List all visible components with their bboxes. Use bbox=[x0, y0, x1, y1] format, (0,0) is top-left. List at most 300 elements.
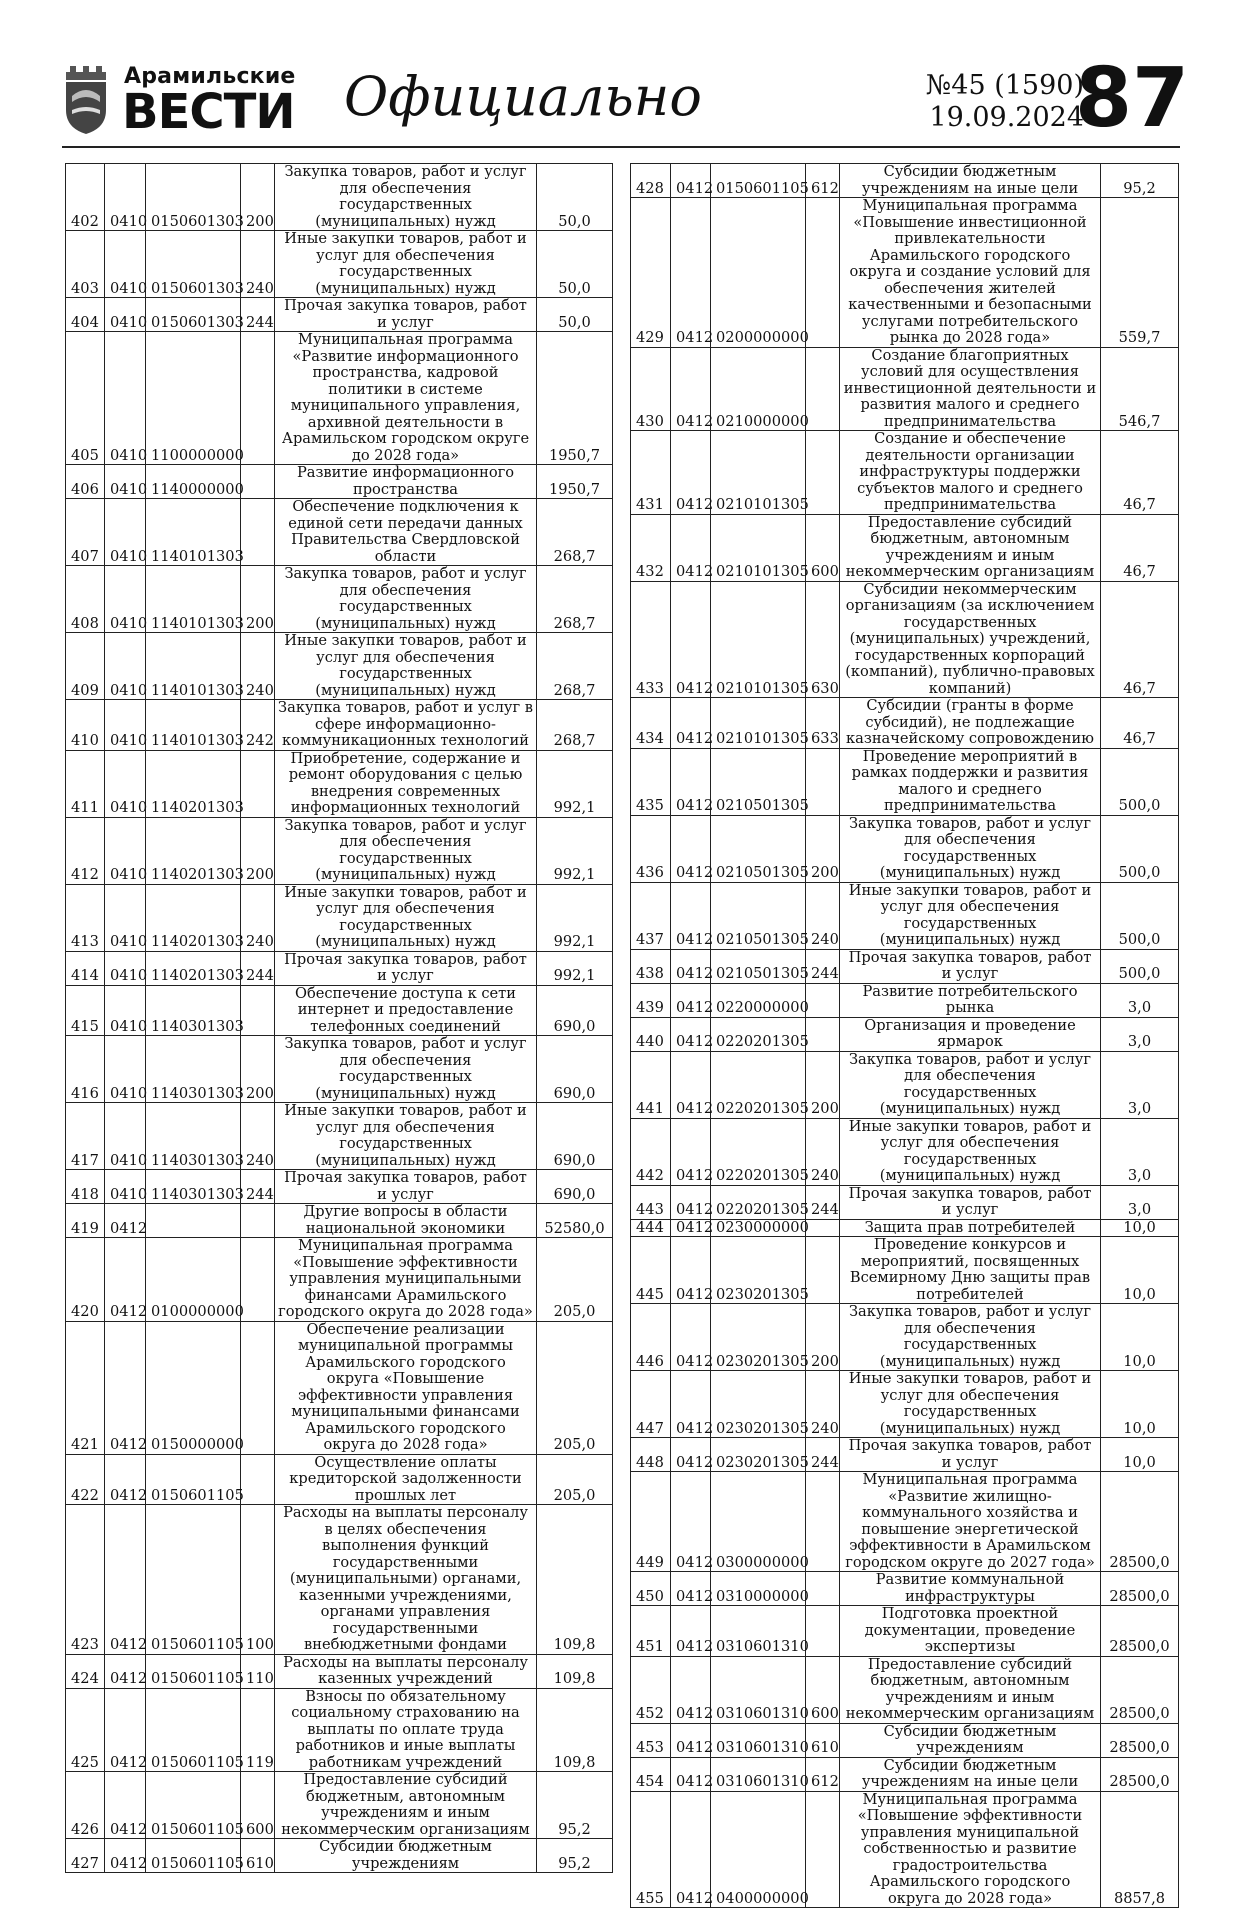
expense-type-code: 200 bbox=[241, 566, 275, 633]
section-code: 0412 bbox=[671, 1118, 711, 1185]
target-article-code: 0210501305 bbox=[711, 748, 806, 815]
table-row bbox=[66, 1688, 613, 1772]
section-code: 0412 bbox=[671, 1791, 711, 1908]
table-row bbox=[631, 815, 1179, 882]
row-description: Иные закупки товаров, работ и услуг для обеспечения государственных (муниципальных) нужд bbox=[275, 231, 537, 298]
row-description: Субсидии (гранты в форме субсидий), не подлежащие казначейскому сопровождению bbox=[840, 698, 1101, 749]
expense-type-code bbox=[241, 750, 275, 817]
row-amount: 205,0 bbox=[537, 1238, 613, 1322]
target-article-code: 0210501305 bbox=[711, 815, 806, 882]
target-article-code: 1140201303 bbox=[146, 750, 241, 817]
section-code: 0412 bbox=[671, 1051, 711, 1118]
header-rule bbox=[62, 146, 1180, 148]
target-article-code: 0150601303 bbox=[146, 164, 241, 231]
section-code: 0412 bbox=[671, 1606, 711, 1657]
section-code: 0412 bbox=[671, 1237, 711, 1304]
table-row bbox=[631, 198, 1179, 348]
table-row bbox=[66, 1654, 613, 1688]
row-amount: 3,0 bbox=[1101, 983, 1179, 1017]
row-description: Иные закупки товаров, работ и услуг для обеспечения государственных (муниципальных) нужд bbox=[840, 1118, 1101, 1185]
row-description: Расходы на выплаты персоналу казенных учреждений bbox=[275, 1654, 537, 1688]
table-row bbox=[66, 1454, 613, 1505]
row-amount: 992,1 bbox=[537, 884, 613, 951]
expense-type-code: 612 bbox=[806, 1757, 840, 1791]
row-description: Предоставление субсидий бюджетным, автономным учреждениям и иным некоммерческим организациям bbox=[840, 1656, 1101, 1723]
row-amount: 205,0 bbox=[537, 1454, 613, 1505]
row-number: 402 bbox=[66, 164, 105, 231]
table-row bbox=[66, 566, 613, 633]
row-number: 432 bbox=[631, 514, 671, 581]
target-article-code: 0150601105 bbox=[146, 1654, 241, 1688]
table-row bbox=[66, 1036, 613, 1103]
table-row bbox=[631, 431, 1179, 515]
expense-type-code: 240 bbox=[806, 1371, 840, 1438]
section-code: 0410 bbox=[105, 231, 146, 298]
row-number: 406 bbox=[66, 465, 105, 499]
section-code: 0412 bbox=[671, 1757, 711, 1791]
section-code: 0412 bbox=[671, 815, 711, 882]
target-article-code: 0310601310 bbox=[711, 1606, 806, 1657]
section-code: 0412 bbox=[671, 164, 711, 198]
row-description: Подготовка проектной документации, проведение экспертизы bbox=[840, 1606, 1101, 1657]
table-row bbox=[631, 983, 1179, 1017]
section-code: 0410 bbox=[105, 1170, 146, 1204]
row-amount: 28500,0 bbox=[1101, 1472, 1179, 1572]
target-article-code: 1140101303 bbox=[146, 566, 241, 633]
row-number: 412 bbox=[66, 817, 105, 884]
row-number: 444 bbox=[631, 1219, 671, 1237]
row-number: 421 bbox=[66, 1321, 105, 1454]
coat-of-arms-icon bbox=[62, 66, 110, 136]
target-article-code: 0310601310 bbox=[711, 1723, 806, 1757]
expense-type-code bbox=[806, 347, 840, 431]
table-row bbox=[66, 884, 613, 951]
table-row bbox=[631, 1185, 1179, 1219]
section-code: 0410 bbox=[105, 298, 146, 332]
row-amount: 205,0 bbox=[537, 1321, 613, 1454]
section-code: 0412 bbox=[105, 1204, 146, 1238]
expense-type-code: 633 bbox=[806, 698, 840, 749]
target-article-code: 0200000000 bbox=[711, 198, 806, 348]
row-number: 410 bbox=[66, 700, 105, 751]
expense-type-code: 200 bbox=[806, 1304, 840, 1371]
row-description: Прочая закупка товаров, работ и услуг bbox=[275, 298, 537, 332]
section-code: 0412 bbox=[671, 1219, 711, 1237]
row-number: 419 bbox=[66, 1204, 105, 1238]
budget-table-left bbox=[65, 163, 613, 1873]
table-row bbox=[66, 1204, 613, 1238]
row-amount: 50,0 bbox=[537, 298, 613, 332]
section-code: 0410 bbox=[105, 1036, 146, 1103]
row-description: Иные закупки товаров, работ и услуг для обеспечения государственных (муниципальных) нужд bbox=[275, 1103, 537, 1170]
row-number: 405 bbox=[66, 332, 105, 465]
row-number: 418 bbox=[66, 1170, 105, 1204]
row-number: 416 bbox=[66, 1036, 105, 1103]
table-row bbox=[631, 949, 1179, 983]
row-amount: 95,2 bbox=[1101, 164, 1179, 198]
row-number: 449 bbox=[631, 1472, 671, 1572]
page-number: 87 bbox=[1075, 51, 1190, 146]
target-article-code: 0310601310 bbox=[711, 1656, 806, 1723]
section-code: 0412 bbox=[671, 514, 711, 581]
expense-type-code: 200 bbox=[806, 815, 840, 882]
target-article-code: 1140301303 bbox=[146, 985, 241, 1036]
target-article-code: 0150601105 bbox=[146, 1505, 241, 1655]
table-row bbox=[631, 164, 1179, 198]
row-description: Муниципальная программа «Развитие информационного пространства, кадровой политики в системе муниципального управления, архивной деятельности в Арамильском городском округе до 2028 года» bbox=[275, 332, 537, 465]
row-description: Иные закупки товаров, работ и услуг для обеспечения государственных (муниципальных) нужд bbox=[840, 882, 1101, 949]
row-description: Иные закупки товаров, работ и услуг для обеспечения государственных (муниципальных) нужд bbox=[840, 1371, 1101, 1438]
table-row bbox=[66, 817, 613, 884]
target-article-code: 0150601105 bbox=[146, 1454, 241, 1505]
issue-number: №45 (1590) bbox=[925, 70, 1084, 101]
section-code: 0412 bbox=[105, 1772, 146, 1839]
logo-text-small: Арамильские bbox=[124, 64, 296, 89]
section-code: 0410 bbox=[105, 633, 146, 700]
expense-type-code: 200 bbox=[806, 1051, 840, 1118]
row-number: 452 bbox=[631, 1656, 671, 1723]
target-article-code: 0150000000 bbox=[146, 1321, 241, 1454]
row-number: 438 bbox=[631, 949, 671, 983]
table-row bbox=[631, 581, 1179, 698]
target-article-code: 0230201305 bbox=[711, 1237, 806, 1304]
row-number: 403 bbox=[66, 231, 105, 298]
row-amount: 690,0 bbox=[537, 1103, 613, 1170]
table-row bbox=[631, 1438, 1179, 1472]
row-description: Субсидии бюджетным учреждениям bbox=[275, 1839, 537, 1873]
row-amount: 268,7 bbox=[537, 566, 613, 633]
table-row bbox=[631, 1656, 1179, 1723]
row-description: Прочая закупка товаров, работ и услуг bbox=[275, 951, 537, 985]
table-row bbox=[66, 1321, 613, 1454]
row-amount: 500,0 bbox=[1101, 949, 1179, 983]
row-amount: 10,0 bbox=[1101, 1237, 1179, 1304]
table-row bbox=[66, 231, 613, 298]
row-number: 445 bbox=[631, 1237, 671, 1304]
section-code: 0412 bbox=[671, 748, 711, 815]
row-number: 420 bbox=[66, 1238, 105, 1322]
section-code: 0412 bbox=[671, 347, 711, 431]
expense-type-code: 240 bbox=[241, 633, 275, 700]
row-amount: 95,2 bbox=[537, 1839, 613, 1873]
row-amount: 690,0 bbox=[537, 1036, 613, 1103]
row-number: 414 bbox=[66, 951, 105, 985]
section-code: 0412 bbox=[671, 1723, 711, 1757]
row-description: Прочая закупка товаров, работ и услуг bbox=[275, 1170, 537, 1204]
table-row bbox=[66, 1170, 613, 1204]
expense-type-code: 110 bbox=[241, 1654, 275, 1688]
target-article-code: 1140301303 bbox=[146, 1103, 241, 1170]
section-code: 0412 bbox=[105, 1238, 146, 1322]
row-description: Проведение мероприятий в рамках поддержки и развития малого и среднего предпринимательства bbox=[840, 748, 1101, 815]
page-header bbox=[62, 51, 1190, 146]
row-amount: 28500,0 bbox=[1101, 1572, 1179, 1606]
expense-type-code bbox=[241, 985, 275, 1036]
row-number: 423 bbox=[66, 1505, 105, 1655]
section-code: 0412 bbox=[105, 1505, 146, 1655]
row-number: 431 bbox=[631, 431, 671, 515]
section-code: 0412 bbox=[105, 1839, 146, 1873]
table-row bbox=[66, 1839, 613, 1873]
expense-type-code bbox=[806, 1572, 840, 1606]
section-code: 0412 bbox=[105, 1454, 146, 1505]
row-number: 439 bbox=[631, 983, 671, 1017]
expense-type-code bbox=[806, 1219, 840, 1237]
row-number: 442 bbox=[631, 1118, 671, 1185]
table-row bbox=[66, 1238, 613, 1322]
row-description: Обеспечение доступа к сети интернет и предоставление телефонных соединений bbox=[275, 985, 537, 1036]
row-number: 422 bbox=[66, 1454, 105, 1505]
table-row bbox=[66, 985, 613, 1036]
row-number: 417 bbox=[66, 1103, 105, 1170]
row-amount: 46,7 bbox=[1101, 514, 1179, 581]
row-description: Организация и проведение ярмарок bbox=[840, 1017, 1101, 1051]
expense-type-code bbox=[241, 1454, 275, 1505]
expense-type-code bbox=[806, 1606, 840, 1657]
expense-type-code: 244 bbox=[241, 298, 275, 332]
expense-type-code: 242 bbox=[241, 700, 275, 751]
row-amount: 50,0 bbox=[537, 231, 613, 298]
row-description: Закупка товаров, работ и услуг для обеспечения государственных (муниципальных) нужд bbox=[840, 1304, 1101, 1371]
section-code: 0412 bbox=[671, 1304, 711, 1371]
row-number: 424 bbox=[66, 1654, 105, 1688]
expense-type-code: 630 bbox=[806, 581, 840, 698]
expense-type-code bbox=[806, 1237, 840, 1304]
row-number: 447 bbox=[631, 1371, 671, 1438]
row-description: Создание благоприятных условий для осуществления инвестиционной деятельности и развития малого и среднего предпринимательства bbox=[840, 347, 1101, 431]
section-code: 0412 bbox=[671, 431, 711, 515]
section-code: 0412 bbox=[105, 1321, 146, 1454]
row-amount: 109,8 bbox=[537, 1505, 613, 1655]
expense-type-code bbox=[806, 1791, 840, 1908]
target-article-code: 1140201303 bbox=[146, 951, 241, 985]
target-article-code: 0150601303 bbox=[146, 298, 241, 332]
row-number: 426 bbox=[66, 1772, 105, 1839]
row-description: Создание и обеспечение деятельности организации инфраструктуры поддержки субъектов малого и среднего предпринимательства bbox=[840, 431, 1101, 515]
row-description: Муниципальная программа «Повышение эффективности управления муниципальными финансами Арамильского городского округа до 2028 года» bbox=[275, 1238, 537, 1322]
row-number: 443 bbox=[631, 1185, 671, 1219]
table-row bbox=[631, 1118, 1179, 1185]
row-number: 454 bbox=[631, 1757, 671, 1791]
row-amount: 46,7 bbox=[1101, 698, 1179, 749]
expense-type-code bbox=[241, 332, 275, 465]
row-amount: 10,0 bbox=[1101, 1219, 1179, 1237]
section-code: 0412 bbox=[671, 882, 711, 949]
row-number: 448 bbox=[631, 1438, 671, 1472]
table-row bbox=[631, 698, 1179, 749]
target-article-code: 0230201305 bbox=[711, 1304, 806, 1371]
table-row bbox=[631, 748, 1179, 815]
target-article-code: 0150601303 bbox=[146, 231, 241, 298]
issue-info bbox=[868, 70, 1084, 134]
row-description: Прочая закупка товаров, работ и услуг bbox=[840, 1438, 1101, 1472]
row-amount: 1950,7 bbox=[537, 332, 613, 465]
row-amount: 268,7 bbox=[537, 633, 613, 700]
expense-type-code: 244 bbox=[241, 951, 275, 985]
row-amount: 992,1 bbox=[537, 817, 613, 884]
target-article-code: 0150601105 bbox=[146, 1772, 241, 1839]
row-amount: 50,0 bbox=[537, 164, 613, 231]
row-amount: 268,7 bbox=[537, 499, 613, 566]
row-description: Расходы на выплаты персоналу в целях обеспечения выполнения функций государственными (муниципальными) органами, казенными учреждениями, органами управления государственными внебюджетными фондами bbox=[275, 1505, 537, 1655]
section-code: 0412 bbox=[671, 1185, 711, 1219]
target-article-code: 0150601105 bbox=[711, 164, 806, 198]
row-description: Приобретение, содержание и ремонт оборудования с целью внедрения современных информационных технологий bbox=[275, 750, 537, 817]
table-row bbox=[631, 1051, 1179, 1118]
row-number: 435 bbox=[631, 748, 671, 815]
row-description: Осуществление оплаты кредиторской задолженности прошлых лет bbox=[275, 1454, 537, 1505]
table-row bbox=[631, 1606, 1179, 1657]
target-article-code: 0220201305 bbox=[711, 1185, 806, 1219]
row-description: Муниципальная программа «Повышение инвестиционной привлекательности Арамильского городского округа и создание условий для обеспечения жителей качественными и безопасными услугами потребительского рынка до 2028 года» bbox=[840, 198, 1101, 348]
expense-type-code bbox=[241, 465, 275, 499]
target-article-code: 0210501305 bbox=[711, 882, 806, 949]
section-code: 0412 bbox=[671, 1438, 711, 1472]
section-code: 0410 bbox=[105, 985, 146, 1036]
target-article-code: 0310000000 bbox=[711, 1572, 806, 1606]
row-number: 415 bbox=[66, 985, 105, 1036]
row-number: 409 bbox=[66, 633, 105, 700]
section-code: 0410 bbox=[105, 951, 146, 985]
target-article-code: 0150601105 bbox=[146, 1688, 241, 1772]
row-amount: 500,0 bbox=[1101, 882, 1179, 949]
section-code: 0410 bbox=[105, 884, 146, 951]
row-description: Субсидии бюджетным учреждениям на иные цели bbox=[840, 1757, 1101, 1791]
target-article-code: 0300000000 bbox=[711, 1472, 806, 1572]
section-code: 0412 bbox=[671, 1472, 711, 1572]
expense-type-code: 200 bbox=[241, 1036, 275, 1103]
row-number: 446 bbox=[631, 1304, 671, 1371]
row-number: 407 bbox=[66, 499, 105, 566]
row-amount: 1950,7 bbox=[537, 465, 613, 499]
section-code: 0412 bbox=[671, 949, 711, 983]
row-description: Закупка товаров, работ и услуг для обеспечения государственных (муниципальных) нужд bbox=[840, 1051, 1101, 1118]
expense-type-code: 244 bbox=[806, 1185, 840, 1219]
section-code: 0412 bbox=[671, 698, 711, 749]
row-number: 440 bbox=[631, 1017, 671, 1051]
expense-type-code: 240 bbox=[241, 231, 275, 298]
expense-type-code: 244 bbox=[241, 1170, 275, 1204]
row-description: Субсидии бюджетным учреждениям на иные цели bbox=[840, 164, 1101, 198]
expense-type-code bbox=[806, 983, 840, 1017]
table-row bbox=[631, 1572, 1179, 1606]
row-number: 450 bbox=[631, 1572, 671, 1606]
table-row bbox=[66, 465, 613, 499]
table-row bbox=[66, 164, 613, 231]
row-number: 411 bbox=[66, 750, 105, 817]
section-code: 0412 bbox=[671, 581, 711, 698]
expense-type-code: 119 bbox=[241, 1688, 275, 1772]
row-description: Другие вопросы в области национальной экономики bbox=[275, 1204, 537, 1238]
target-article-code: 1140301303 bbox=[146, 1170, 241, 1204]
table-row bbox=[631, 1472, 1179, 1572]
expense-type-code: 244 bbox=[806, 949, 840, 983]
target-article-code: 0230201305 bbox=[711, 1371, 806, 1438]
expense-type-code: 610 bbox=[241, 1839, 275, 1873]
expense-type-code: 100 bbox=[241, 1505, 275, 1655]
row-description: Закупка товаров, работ и услуг для обеспечения государственных (муниципальных) нужд bbox=[840, 815, 1101, 882]
row-number: 441 bbox=[631, 1051, 671, 1118]
section-code: 0412 bbox=[671, 1371, 711, 1438]
expense-type-code: 600 bbox=[806, 1656, 840, 1723]
table-row bbox=[631, 1017, 1179, 1051]
target-article-code: 1140000000 bbox=[146, 465, 241, 499]
table-row bbox=[631, 1219, 1179, 1237]
target-article-code: 0210101305 bbox=[711, 431, 806, 515]
section-code: 0410 bbox=[105, 499, 146, 566]
row-amount: 8857,8 bbox=[1101, 1791, 1179, 1908]
row-amount: 3,0 bbox=[1101, 1017, 1179, 1051]
row-number: 434 bbox=[631, 698, 671, 749]
row-description: Развитие потребительского рынка bbox=[840, 983, 1101, 1017]
target-article-code: 1140101303 bbox=[146, 633, 241, 700]
expense-type-code: 600 bbox=[241, 1772, 275, 1839]
expense-type-code: 600 bbox=[806, 514, 840, 581]
row-amount: 690,0 bbox=[537, 1170, 613, 1204]
target-article-code: 0220201305 bbox=[711, 1017, 806, 1051]
row-amount: 46,7 bbox=[1101, 581, 1179, 698]
row-number: 427 bbox=[66, 1839, 105, 1873]
row-amount: 28500,0 bbox=[1101, 1723, 1179, 1757]
target-article-code: 0100000000 bbox=[146, 1238, 241, 1322]
row-amount: 46,7 bbox=[1101, 431, 1179, 515]
row-description: Развитие информационного пространства bbox=[275, 465, 537, 499]
row-number: 404 bbox=[66, 298, 105, 332]
row-amount: 3,0 bbox=[1101, 1185, 1179, 1219]
row-number: 453 bbox=[631, 1723, 671, 1757]
row-description: Муниципальная программа «Развитие жилищно-коммунального хозяйства и повышение энергетической эффективности в Арамильском городском округе до 2027 года» bbox=[840, 1472, 1101, 1572]
row-description: Защита прав потребителей bbox=[840, 1219, 1101, 1237]
row-description: Обеспечение реализации муниципальной программы Арамильского городского округа «Повышение эффективности управления муниципальными финансами Арамильского городского округа до 2028 года» bbox=[275, 1321, 537, 1454]
budget-table-right-body bbox=[631, 164, 1179, 1908]
table-row bbox=[66, 1103, 613, 1170]
row-amount: 559,7 bbox=[1101, 198, 1179, 348]
section-code: 0412 bbox=[671, 983, 711, 1017]
section-code: 0410 bbox=[105, 566, 146, 633]
row-amount: 992,1 bbox=[537, 750, 613, 817]
row-description: Субсидии некоммерческим организациям (за исключением государственных (муниципальных) учреждений, государственных корпораций (компаний), публично-правовых компаний) bbox=[840, 581, 1101, 698]
issue-date: 19.09.2024 bbox=[929, 102, 1084, 133]
row-amount: 28500,0 bbox=[1101, 1757, 1179, 1791]
expense-type-code: 244 bbox=[806, 1438, 840, 1472]
target-article-code: 1140201303 bbox=[146, 817, 241, 884]
row-description: Предоставление субсидий бюджетным, автономным учреждениям и иным некоммерческим организациям bbox=[840, 514, 1101, 581]
row-amount: 690,0 bbox=[537, 985, 613, 1036]
expense-type-code: 240 bbox=[241, 1103, 275, 1170]
table-row bbox=[66, 1505, 613, 1655]
table-row bbox=[631, 882, 1179, 949]
section-code: 0410 bbox=[105, 700, 146, 751]
expense-type-code bbox=[241, 499, 275, 566]
section-code: 0410 bbox=[105, 1103, 146, 1170]
table-row bbox=[66, 499, 613, 566]
target-article-code: 0210101305 bbox=[711, 698, 806, 749]
row-number: 428 bbox=[631, 164, 671, 198]
row-amount: 3,0 bbox=[1101, 1051, 1179, 1118]
table-row bbox=[631, 1757, 1179, 1791]
section-code: 0412 bbox=[105, 1688, 146, 1772]
row-amount: 10,0 bbox=[1101, 1304, 1179, 1371]
expense-type-code bbox=[806, 1472, 840, 1572]
table-row bbox=[66, 750, 613, 817]
row-description: Закупка товаров, работ и услуг для обеспечения государственных (муниципальных) нужд bbox=[275, 817, 537, 884]
expense-type-code: 200 bbox=[241, 817, 275, 884]
section-code: 0412 bbox=[671, 198, 711, 348]
row-description: Иные закупки товаров, работ и услуг для обеспечения государственных (муниципальных) нужд bbox=[275, 884, 537, 951]
target-article-code: 0210000000 bbox=[711, 347, 806, 431]
expense-type-code bbox=[241, 1321, 275, 1454]
table-row bbox=[631, 347, 1179, 431]
